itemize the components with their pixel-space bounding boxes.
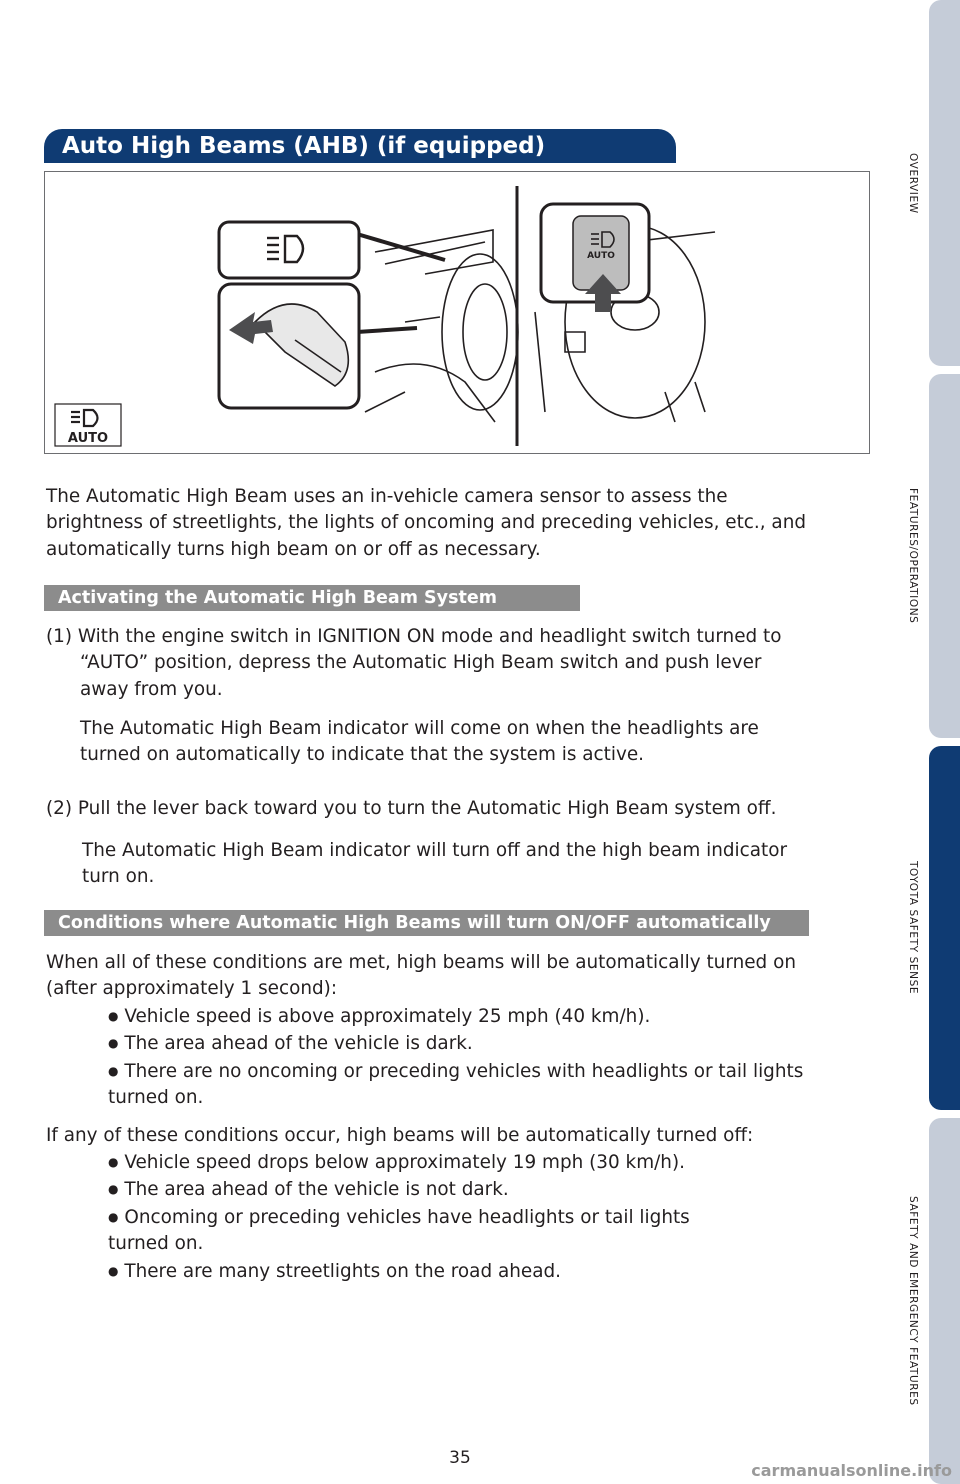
auto-indicator-text: AUTO xyxy=(67,431,109,446)
bullet-icon: ● xyxy=(108,1155,119,1169)
side-tab-tss-label: TOYOTA SAFETY SENSE xyxy=(907,861,919,995)
switch-auto-text: AUTO xyxy=(587,251,615,261)
side-tab-tss[interactable] xyxy=(929,746,960,1110)
step-1 xyxy=(46,624,782,703)
step-line: (2) Pull the lever back toward you to turn the Automatic High Beam system off. xyxy=(46,798,777,819)
side-tab-features-label: FEATURES/OPERATIONS xyxy=(907,488,919,624)
bullet-icon: ● xyxy=(108,1182,119,1197)
step-line: “AUTO” position, depress the Automatic High Beam switch and push lever xyxy=(80,652,762,674)
activating-heading: Activating the Automatic High Beam System xyxy=(44,585,580,611)
side-tab-safety-label: SAFETY AND EMERGENCY FEATURES xyxy=(907,1196,919,1406)
bullet-icon: ● xyxy=(108,1263,119,1278)
note-line: turned on automatically to indicate that the system is active. xyxy=(80,744,645,766)
list-item-continuation: turned on. xyxy=(108,1233,204,1255)
list-item: ● Vehicle speed drops below approximately 19 mph (30 km/h). xyxy=(108,1152,685,1173)
on-intro xyxy=(46,950,796,1003)
watermark: carmanualsonline.info xyxy=(751,1461,952,1480)
bullet-icon: ● xyxy=(108,1209,119,1224)
off-intro xyxy=(46,1123,753,1149)
section-title-bar xyxy=(44,129,676,163)
intro-paragraph xyxy=(46,484,806,563)
on-intro-line: (after approximately 1 second): xyxy=(46,978,338,1000)
list-item: ● The area ahead of the vehicle is not dark. xyxy=(108,1179,509,1201)
off-intro-line: If any of these conditions occur, high beams will be automatically turned off: xyxy=(46,1125,754,1146)
side-tab-overview[interactable] xyxy=(929,0,960,366)
step-line: (1) With the engine switch in IGNITION ON mode and headlight switch turned to xyxy=(46,626,782,647)
dashboard-illustration xyxy=(45,172,869,453)
list-item: ● Oncoming or preceding vehicles have headlights or tail lights xyxy=(108,1206,690,1228)
on-intro-line: When all of these conditions are met, high beams will be automatically turned on xyxy=(46,952,796,973)
list-item: ● Vehicle speed is above approximately 25 mph (40 km/h). xyxy=(108,1006,651,1027)
step-line: away from you. xyxy=(80,678,223,700)
page-number: 35 xyxy=(449,1448,471,1468)
high-beam-indicator-callout xyxy=(219,222,359,278)
bullet-icon: ● xyxy=(108,1036,119,1051)
list-item: ● There are no oncoming or preceding vehicles with headlights or tail lights xyxy=(108,1060,804,1082)
illustration-frame xyxy=(44,171,870,454)
step-1-note xyxy=(80,716,759,769)
side-tab-overview-label: OVERVIEW xyxy=(907,152,919,214)
on-conditions-list xyxy=(108,1003,803,1112)
step-2-note xyxy=(82,838,787,891)
intro-line: brightness of streetlights, the lights of oncoming and preceding vehicles, etc., and xyxy=(46,512,807,534)
step-2 xyxy=(46,796,776,822)
note-line: The Automatic High Beam indicator will turn off and the high beam indicator xyxy=(82,840,788,861)
intro-line: automatically turns high beam on or off as necessary. xyxy=(46,538,541,560)
note-line: turn on. xyxy=(82,866,155,888)
side-tab-features[interactable] xyxy=(929,374,960,738)
bullet-icon: ● xyxy=(108,1009,119,1023)
conditions-heading: Conditions where Automatic High Beams will turn ON/OFF automatically xyxy=(44,910,809,936)
list-item-continuation: turned on. xyxy=(108,1087,204,1109)
section-title: Auto High Beams (AHB) (if equipped) xyxy=(62,133,546,159)
list-item: ● There are many streetlights on the road ahead. xyxy=(108,1260,562,1282)
bullet-icon: ● xyxy=(108,1063,119,1078)
note-line: The Automatic High Beam indicator will come on when the headlights are xyxy=(80,718,759,739)
list-item: ● The area ahead of the vehicle is dark. xyxy=(108,1033,473,1055)
off-conditions-list xyxy=(108,1149,690,1285)
intro-line: The Automatic High Beam uses an in-vehicle camera sensor to assess the xyxy=(46,486,728,507)
side-tab-safety[interactable] xyxy=(929,1118,960,1484)
